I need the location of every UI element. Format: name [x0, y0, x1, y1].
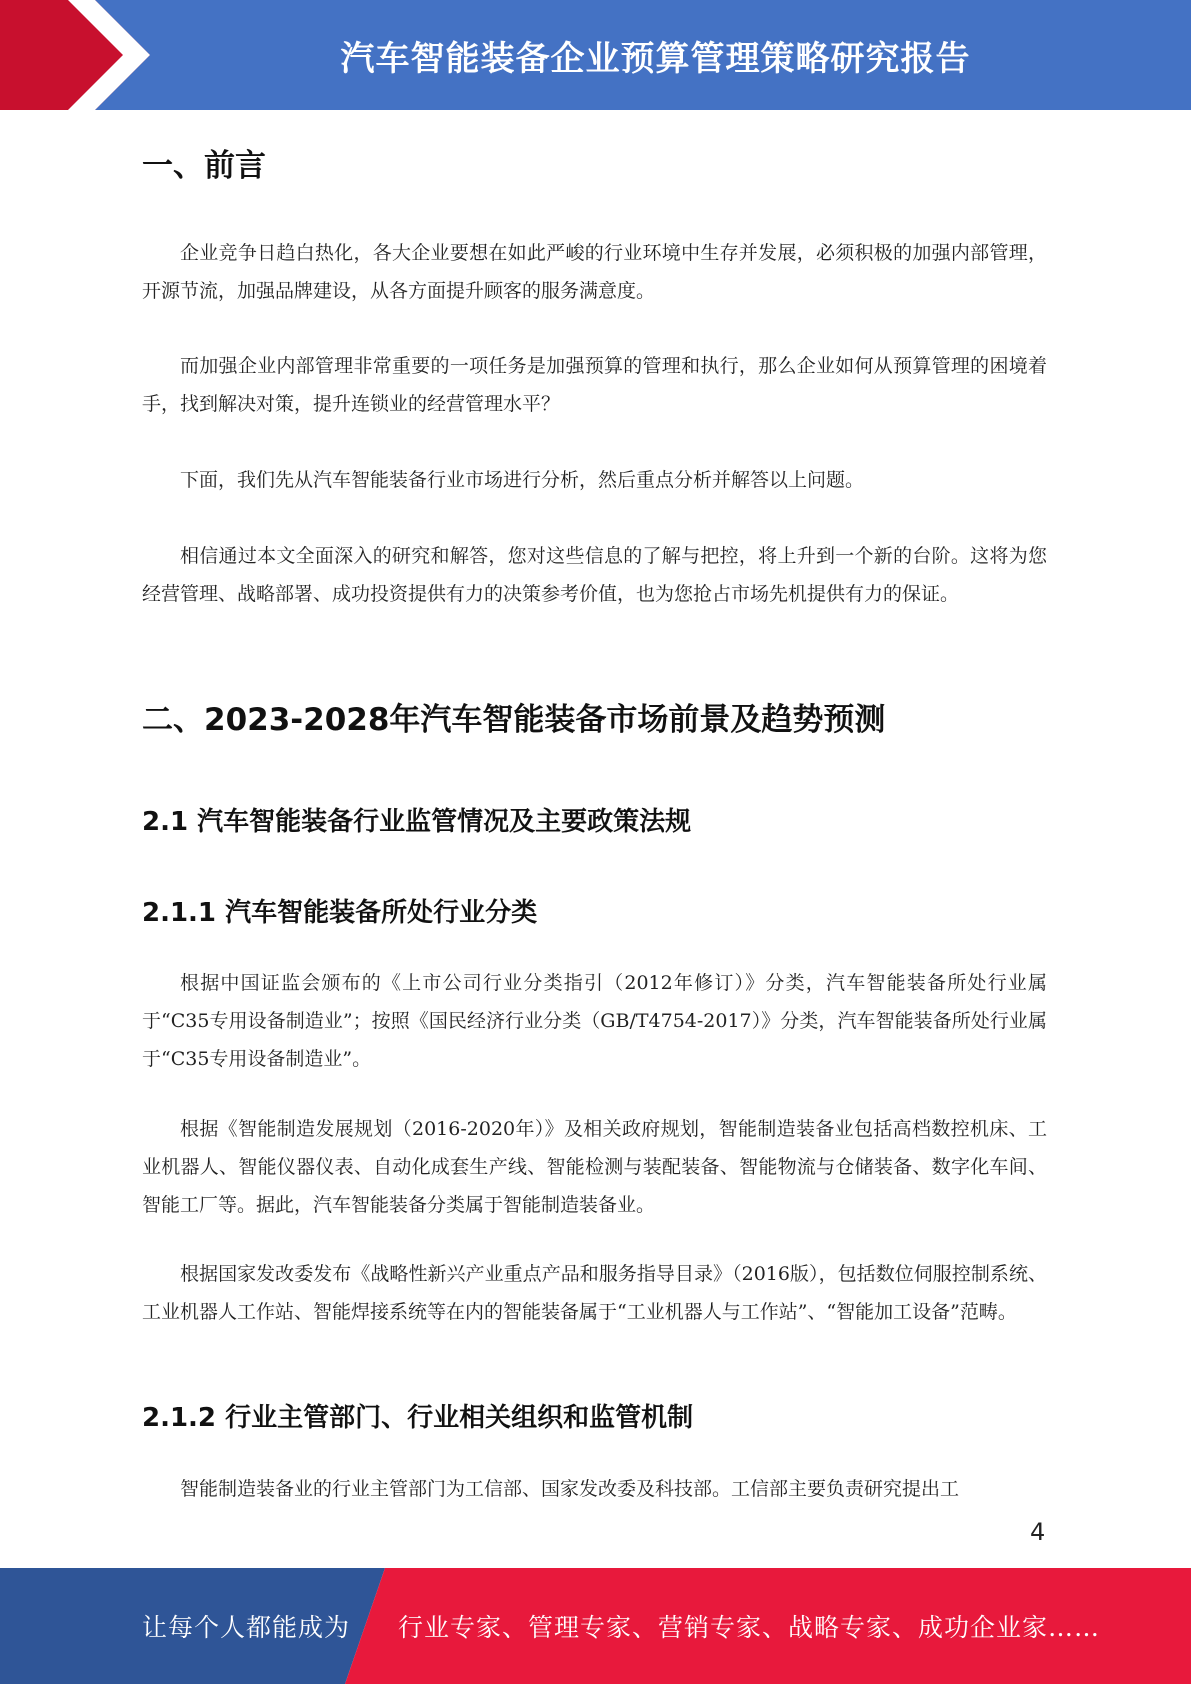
page-number: 4: [1030, 1518, 1046, 1546]
header-banner: [0, 0, 1191, 110]
section-heading-preface: 一、前言: [142, 148, 266, 184]
footer-slogan-left: 让每个人都能成为: [142, 1613, 351, 1642]
paragraph: 智能制造装备业的行业主管部门为工信部、国家发改委及科技部。工信部主要负责研究提出工: [180, 1478, 960, 1500]
paragraph: 相信通过本文全面深入的研究和解答，您对这些信息的了解与把控，将上升到一个新的台阶。这将为您经营管理、战略部署、成功投资提供有力的决策参考价值，也为您抢占市场先机提供有力的保证。: [142, 545, 1047, 605]
subsection-heading: 2.1 汽车智能装备行业监管情况及主要政策法规: [142, 807, 692, 837]
paragraph: 而加强企业内部管理非常重要的一项任务是加强预算的管理和执行，那么企业如何从预算管理的困境着手，找到解决对策，提升连锁业的经营管理水平？: [142, 355, 1047, 415]
footer-slogan-right: 行业专家、管理专家、营销专家、战略专家、成功企业家……: [398, 1613, 1101, 1642]
footer-banner: [0, 1568, 1191, 1684]
section-heading-forecast: 二、2023-2028年汽车智能装备市场前景及趋势预测: [142, 702, 886, 738]
subsubsection-heading: 2.1.1 汽车智能装备所处行业分类: [142, 898, 538, 928]
paragraph: 企业竞争日趋白热化，各大企业要想在如此严峻的行业环境中生存并发展，必须积极的加强内部管理，开源节流，加强品牌建设，从各方面提升顾客的服务满意度。: [142, 242, 1047, 302]
subsubsection-heading: 2.1.2 行业主管部门、行业相关组织和监管机制: [142, 1403, 694, 1433]
paragraph: 下面，我们先从汽车智能装备行业市场进行分析，然后重点分析并解答以上问题。: [180, 469, 865, 491]
paragraph: 根据中国证监会颁布的《上市公司行业分类指引（2012年修订）》分类，汽车智能装备所处行业属于“C35专用设备制造业”；按照《国民经济行业分类（GB/T4754-2017）》分类，汽车智能装备所处行业属于“C35专用设备制造业”。: [142, 972, 1047, 1070]
paragraph: 根据《智能制造发展规划（2016-2020年）》及相关政府规划，智能制造装备业包括高档数控机床、工业机器人、智能仪器仪表、自动化成套生产线、智能检测与装配装备、智能物流与仓储装备、数字化车间、智能工厂等。据此，汽车智能装备分类属于智能制造装备业。: [142, 1118, 1047, 1216]
report-title: 汽车智能装备企业预算管理策略研究报告: [340, 38, 971, 79]
paragraph: 根据国家发改委发布《战略性新兴产业重点产品和服务指导目录》（2016版），包括数位伺服控制系统、工业机器人工作站、智能焊接系统等在内的智能装备属于“工业机器人与工作站”、“智能加工设备”范畴。: [142, 1263, 1047, 1323]
